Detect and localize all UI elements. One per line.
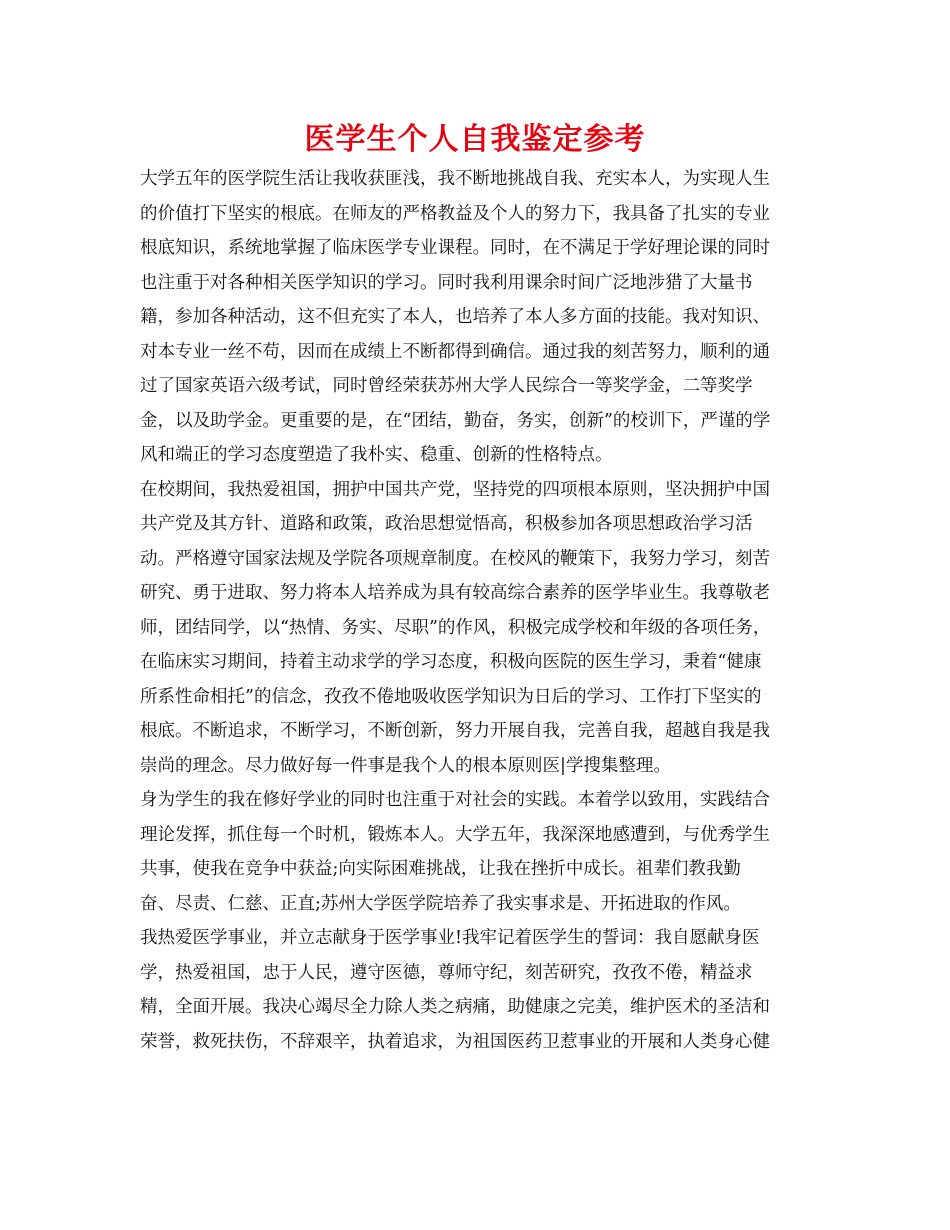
text-line: 动。严格遵守国家法规及学院各项规章制度。在校风的鞭策下，我努力学习，刻苦 [140, 548, 770, 569]
text-line: 荣誉，救死扶伤，不辞艰辛，执着追求，为祖国医药卫惹事业的开展和人类身心健 [140, 1031, 770, 1052]
text-line: 所系性命相托”的信念，孜孜不倦地吸收医学知识为日后的学习、工作打下坚实的 [140, 686, 762, 707]
text-line: 在临床实习期间，持着主动求学的学习态度，积极向医院的医生学习，秉着“健康 [140, 652, 762, 672]
text-line: 共事，使我在竞争中获益;向实际困难挑战，让我在挫折中成长。祖辈们教我勤 [140, 859, 741, 879]
text-line: 籍，参加各种活动，这不但充实了本人，也培养了本人多方面的技能。我对知识、 [140, 307, 770, 327]
text-line: 风和端正的学习态度塑造了我朴实、稳重、创新的性格特点。 [140, 445, 613, 465]
text-line: 根底。不断追求，不断学习，不断创新，努力开展自我，完善自我，超越自我是我 [140, 721, 770, 741]
text-line: 过了国家英语六级考试，同时曾经荣获苏州大学人民综合一等奖学金，二等奖学 [140, 376, 753, 396]
text-line: 身为学生的我在修好学业的同时也注重于对社会的实践。本着学以致用，实践结合 [140, 790, 770, 810]
text-line: 理论发挥，抓住每一个时机，锻炼本人。大学五年，我深深地感遭到，与优秀学生 [140, 824, 770, 845]
text-line: 对本专业一丝不苟，因而在成绩上不断都得到确信。通过我的刻苦努力，顺利的通 [140, 341, 770, 362]
text-line: 师，团结同学，以“热情、务实、尽职”的作风，积极完成学校和年级的各项任务， [140, 617, 771, 638]
text-line: 根底知识，系统地掌握了临床医学专业课程。同时，在不满足于学好理论课的同时 [140, 238, 770, 258]
text-line: 也注重于对各种相关医学知识的学习。同时我利用课余时间广泛地涉猎了大量书 [140, 272, 753, 293]
text-line: 崇尚的理念。尽力做好每一件事是我个人的根本原则医|学搜集整理。 [140, 755, 671, 776]
text-line: 在校期间，我热爱祖国，拥护中国共产党，坚持党的四项根本原则，坚决拥护中国 [140, 479, 770, 500]
text-line: 大学五年的医学院生活让我收获匪浅，我不断地挑战自我、充实本人，为实现人生 [140, 169, 770, 189]
text-line: 共产党及其方针、道路和政策，政治思想觉悟高，积极参加各项思想政治学习活 [140, 514, 753, 534]
text-line: 精，全面开展。我决心竭尽全力除人类之病痛，助健康之完美，维护医术的圣洁和 [140, 997, 770, 1017]
text-line: 研究、勇于进取、努力将本人培养成为具有较高综合素养的医学毕业生。我尊敬老 [140, 583, 770, 603]
document-body [140, 162, 820, 1059]
text-line: 我热爱医学事业，并立志献身于医学事业!我牢记着医学生的誓词：我自愿献身医 [140, 928, 760, 948]
text-line: 奋、尽责、仁慈、正直;苏州大学医学院培养了我实事求是、开拓进取的作风。 [140, 893, 741, 914]
document-title: 医学生个人自我鉴定参考 [304, 122, 646, 157]
text-line: 学，热爱祖国，忠于人民，遵守医德，尊师守纪，刻苦研究，孜孜不倦，精益求 [140, 962, 753, 983]
text-line: 金，以及助学金。更重要的是，在“团结，勤奋，务实，创新”的校训下，严谨的学 [140, 410, 771, 431]
text-line: 的价值打下坚实的根底。在师友的严格教益及个人的努力下，我具备了扎实的专业 [140, 203, 770, 224]
